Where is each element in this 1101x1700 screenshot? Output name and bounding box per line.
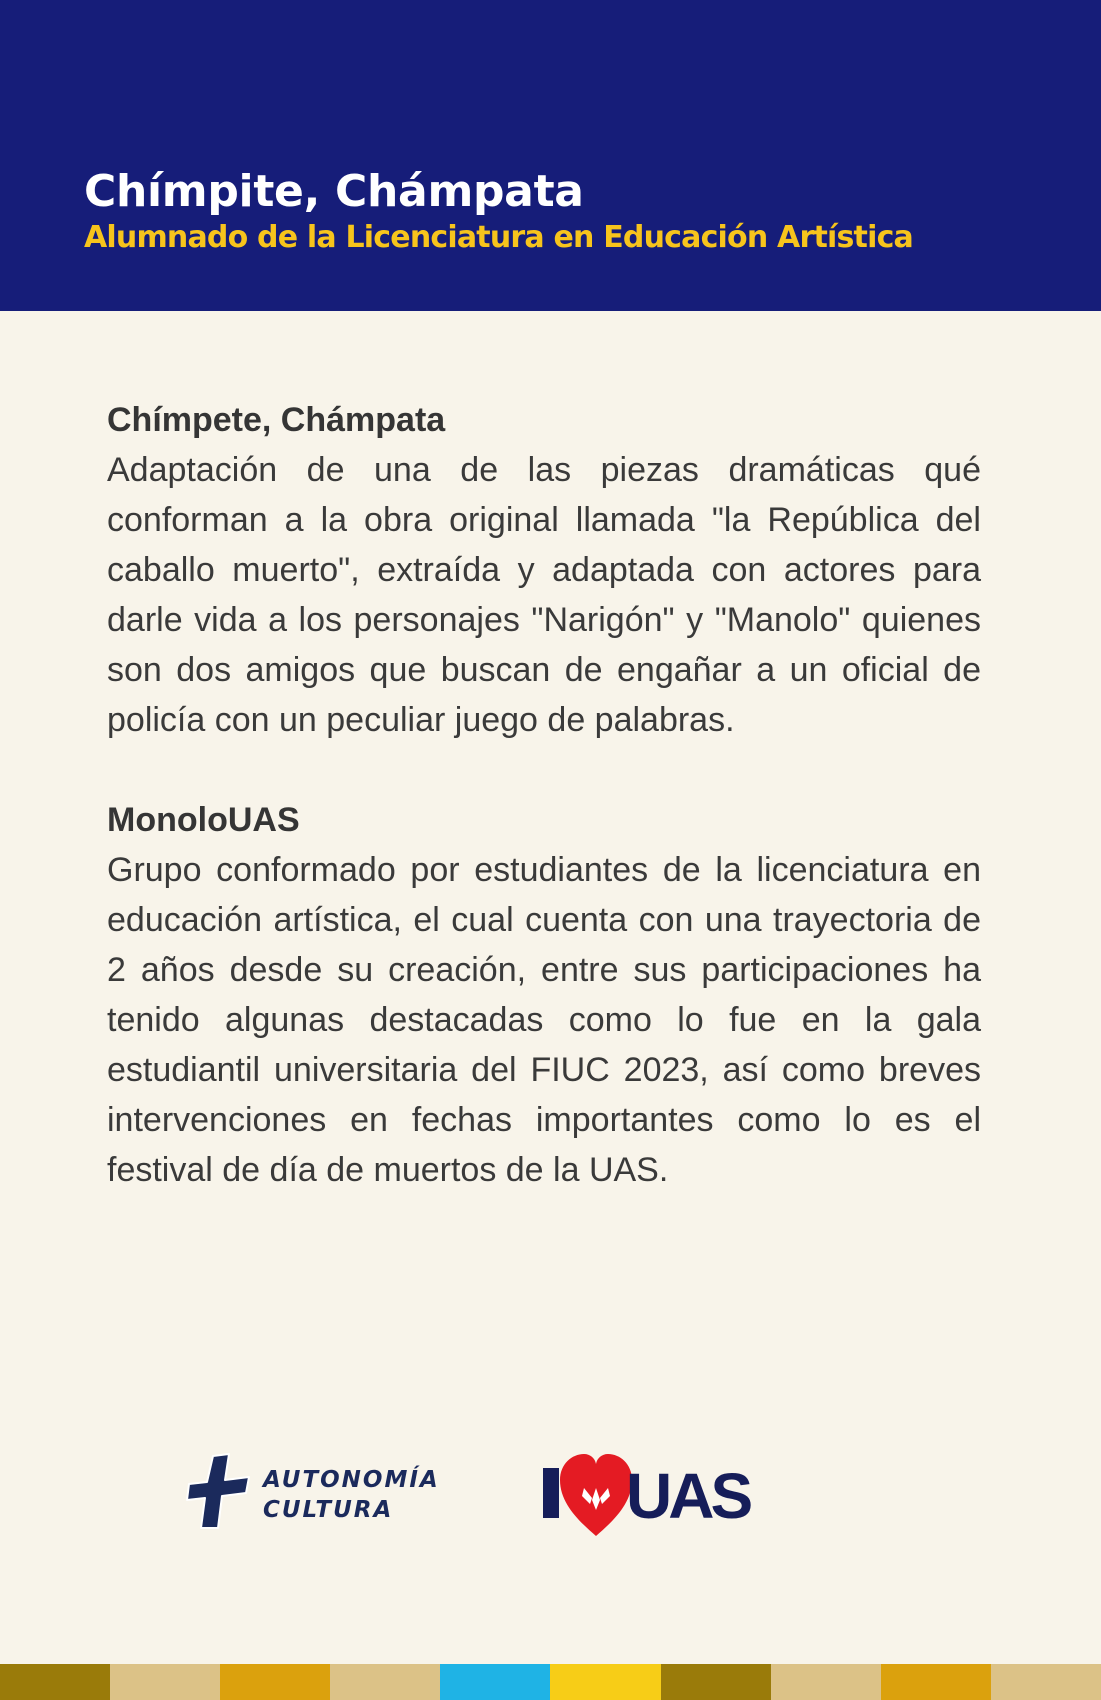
section-body: Adaptación de una de las piezas dramáticas qué conforman a la obra original llamada "la República del caballo muerto", extraída y adaptada con actores para darle vida a los personajes "Narigón" y "Manolo" quienes son dos amigos que buscan de engañar a un oficial de policía con un peculiar juego de palabras. xyxy=(107,451,981,739)
plus-cross-icon xyxy=(187,1454,249,1528)
letter-i xyxy=(543,1468,559,1518)
logo-text-uas: UAS xyxy=(626,1460,750,1532)
page-subtitle: Alumnado de la Licenciatura en Educación Artística xyxy=(84,220,913,255)
i-love-uas-logo xyxy=(540,1438,770,1538)
stripe-segment xyxy=(771,1664,881,1700)
logo-text-autonomia: AUTONOMÍA xyxy=(263,1467,440,1493)
content-body xyxy=(107,395,981,1245)
section-monolouas xyxy=(107,795,981,1195)
heart-icon xyxy=(560,1454,632,1536)
stripe-segment xyxy=(110,1664,220,1700)
stripe-segment xyxy=(330,1664,440,1700)
section-heading: MonoloUAS xyxy=(107,801,300,839)
stripe-segment xyxy=(661,1664,771,1700)
section-heading: Chímpete, Chámpata xyxy=(107,401,446,439)
section-chimpete xyxy=(107,395,981,745)
stripe-segment xyxy=(0,1664,110,1700)
autonomia-cultura-logo xyxy=(185,1450,455,1530)
logo-text-cultura: CULTURA xyxy=(263,1497,394,1523)
stripe-segment xyxy=(440,1664,550,1700)
header-banner xyxy=(0,0,1101,311)
page-title: Chímpite, Chámpata xyxy=(84,166,584,217)
stripe-segment xyxy=(991,1664,1101,1700)
color-stripe-footer xyxy=(0,1664,1101,1700)
section-body: Grupo conformado por estudiantes de la licenciatura en educación artística, el cual cuenta con una trayectoria de 2 años desde su creación, entre sus participaciones ha tenido algunas destacadas como lo fue en la gala estudiantil universitaria del FIUC 2023, así como breves intervenciones en fechas importantes como lo es el festival de día de muertos de la UAS. xyxy=(107,851,981,1189)
stripe-segment xyxy=(881,1664,991,1700)
stripe-segment xyxy=(220,1664,330,1700)
stripe-segment xyxy=(550,1664,660,1700)
